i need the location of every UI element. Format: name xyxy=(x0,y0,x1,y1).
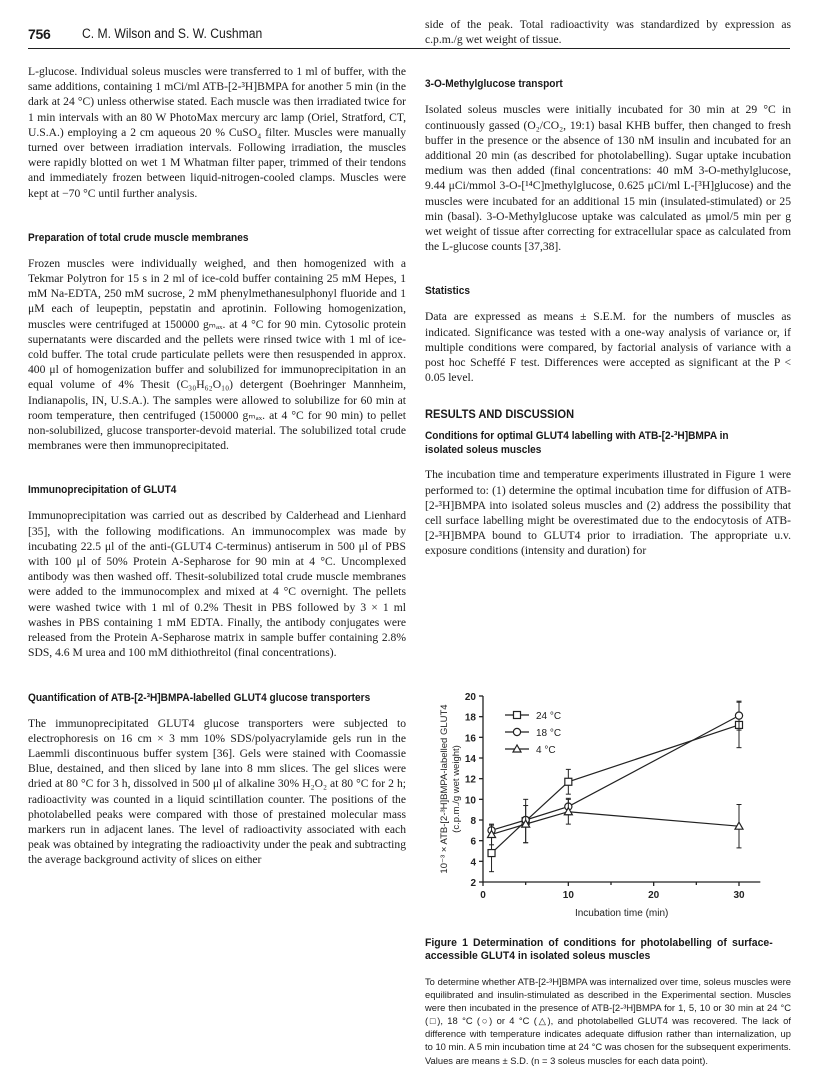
paragraph: side of the peak. Total radioactivity was standardized by expression as c.p.m./g wet weight of tissue. xyxy=(425,18,791,47)
x-axis-label: Incubation time (min) xyxy=(574,908,669,919)
major-heading: RESULTS AND DISCUSSION xyxy=(425,407,575,422)
paragraph: Isolated soleus muscles were initially incubated for 30 min at 29 °C in continuously gassed (O₂/CO₂, 19:1) basal KHB buffer, then changed to fresh buffer in the presence or the absence of 130 nM insulin and incubated for an additional 20 min (as described for photolabelling). Sugar uptake incubation medium was then added (final concentrations: 40 mM 3-O-methylglucose, 9.44 μCi/mmol 3-O-[¹⁴C]methylglucose, 0.625 μCi/ml L-[³H]glucose) and the muscles were incubated for an additional 15 min (insulated-stimulated) or 25 min (basal). 3-O-Methylglucose uptake was calculated as μmol/5 min per g wet weight of tissue after correcting for extracellular space as calculated from the L-glucose counts [37,38]. xyxy=(425,103,791,254)
y-tick-label: 10 xyxy=(464,795,476,807)
legend-label: 18 °C xyxy=(536,728,562,739)
figure-title: Figure 1 Determination of conditions for photolabelling of surface-accessible GLUT4 in isolated soleus muscles xyxy=(425,937,773,962)
legend-label: 4 °C xyxy=(536,745,556,756)
page-number: 756 xyxy=(28,26,51,42)
section-heading: Immunoprecipitation of GLUT4 xyxy=(28,484,177,497)
paragraph: The immunoprecipitated GLUT4 glucose transporters were subjected to electrophoresis on 16 cm × 3 mm 10% SDS/polyacrylamide gels run in the Laemmli discontinuous buffer system [36]. Gels were stained with Coomassie Blue, destained, and then sliced by lane into 8 mm slices. The gel slices were dried at 80 °C for 3 h, dissolved in 500 μl of alkaline 30% H₂O₂ at 80 °C for 2 h; radioactivity was counted in a liquid scintillation counter. The positions of the photolabelled peaks were compared with those of prestained molecular mass markers run in adjacent lanes. The level of radioactivity associated with each peak was obtained by integrating the radioactivity under the peak and subtracting the average background activity of slices on either xyxy=(28,716,406,867)
square-marker xyxy=(488,850,495,857)
paragraph: Data are expressed as means ± S.E.M. for the numbers of muscles as indicated. Significance was tested with a one-way analysis of variance or, if multiple conditions were compared, by factorial analysis of variance with a post hoc Scheffé F test. Differences were accepted as significant at the P < 0.05 level. xyxy=(425,310,791,385)
y-tick-label: 6 xyxy=(470,836,476,848)
y-tick-label: 18 xyxy=(464,712,476,724)
series-line-1 xyxy=(492,716,739,831)
circle-marker xyxy=(735,712,742,719)
section-heading: Preparation of total crude muscle membranes xyxy=(28,231,249,244)
right-column xyxy=(425,17,791,559)
y-tick-label: 4 xyxy=(470,857,476,869)
subsection-heading: Conditions for optimal GLUT4 labelling with ATB-[2-³H]BMPA in isolated soleus muscles xyxy=(425,430,729,457)
figure-1-chart xyxy=(420,660,800,930)
x-tick-label: 20 xyxy=(648,890,660,901)
section-heading: Quantification of ATB-[2-³H]BMPA-labelled GLUT4 glucose transporters xyxy=(28,691,371,704)
running-header-authors: C. M. Wilson and S. W. Cushman xyxy=(82,26,263,41)
series-line-0 xyxy=(492,725,739,853)
paragraph: The incubation time and temperature experiments illustrated in Figure 1 were performed to: (1) determine the optimal incubation time for diffusion of ATB-[2-³H]BMPA into isolated soleus muscles and (2) address the possibility that cell surface labelling might be overestimated due to the endocytosis of ATB-[2-³H]BMPA bound to GLUT4 prior to irradiation. The appropriate u.v. exposure conditions (intensity and duration) for xyxy=(425,468,791,558)
paragraph: Immunoprecipitation was carried out as described by Calderhead and Lienhard [35], with the following modifications. An immunocomplex was made by incubating 22.5 μl of the anti-(GLUT4 C-terminus) antiserum in 500 μl of PBS with 100 μl of 50% Protein A-Sepharose for 90 min at 4 °C. Uncomplexed antibody was then washed off. Thesit-solubilized total crude muscle membranes were added to the immunocomplex and mixed at 4 °C overnight. The pellets were washed twice with 1 ml of 0.2% Thesit in PBS followed by 3 × 1 ml washes in PBS containing 1 mM EDTA. Finally, the antibody conjugates were released from the Protein A-Sepharose matrix in sample buffer containing 2.8% SDS, 4.6 M urea and 100 mM dithiothreitol (final concentrations). xyxy=(28,509,406,660)
y-tick-label: 8 xyxy=(470,816,476,827)
figure-caption: To determine whether ATB-[2-³H]BMPA was internalized over time, soleus muscles were equilibrated and insulin-stimulated as described in the Experimental section. Muscles were then incubated in the presence of ATB-[2-³H]BMPA for 1, 5, 10 or 30 min at 24 °C (□), 18 °C (○) or 4 °C (△), and photolabelled GLUT4 was recovered. The lack of difference with temperature indicates adequate diffusion rather than internalization, up to 10 min. A 5 min incubation time at 24 °C was chosen for the subsequent experiments. Values are means ± S.D. (n = 3 soleus muscles for each data point). xyxy=(425,976,791,1066)
y-tick-label: 12 xyxy=(464,774,476,786)
section-heading: Statistics xyxy=(425,285,471,298)
y-tick-label: 14 xyxy=(464,754,476,765)
y-tick-label: 2 xyxy=(470,878,476,889)
y-tick-label: 16 xyxy=(464,733,476,745)
x-tick-label: 30 xyxy=(733,890,745,901)
paragraph: L-glucose. Individual soleus muscles were transferred to 1 ml of buffer, with the same additions, containing 1 mCi/ml ATB-[2-³H]BMPA for another 5 min (in the dark at 24 °C) unless otherwise stated. Each muscle was then irradiated twice for 1 min intervals with an 80 W PhotoMax mercury arc lamp (Oriel, Stratford, CT, U.S.A.) employing a 2 cm aqueous 20 % CuSO₄ filter. Muscles were manually turned over between irradiation intervals. Following irradiation, the muscles were rapidly blotted on wet 1 M Whatman filter paper, trimmed of their tendons and immediately frozen between liquid-nitrogen-cooled clamps. Muscles were kept at −70 °C until further analysis. xyxy=(28,65,406,200)
square-marker xyxy=(565,778,572,785)
left-column xyxy=(28,64,406,868)
y-tick-label: 20 xyxy=(464,692,476,703)
x-tick-label: 10 xyxy=(562,890,574,901)
legend-label: 24 °C xyxy=(536,711,562,722)
x-tick-label: 0 xyxy=(480,890,486,901)
section-heading: 3-O-Methylglucose transport xyxy=(425,78,563,91)
square-marker xyxy=(514,712,521,719)
series-line-2 xyxy=(492,812,739,835)
y-axis-label: 10⁻³ × ATB-[2-³H]BMPA-labelled GLUT4 xyxy=(439,704,450,874)
y-axis-label-units: (c.p.m./g wet weight) xyxy=(451,745,462,833)
paragraph: Frozen muscles were individually weighed, and then homogenized with a Tekmar Polytron for 15 s in 2 ml of ice-cold buffer containing 25 mM Hepes, 1 mM Na-EDTA, 250 mM sucrose, 2 mM phenylmethanesulphonyl fluoride and 1 μM each of leupeptin, pepstatin and aprotinin. Following homogenization, muscles were centrifuged at 150000 gₘₐₓ. at 4 °C for 90 min. Cytosolic protein supernatants were discarded and the pellets were rinsed twice with 1 ml of ice-cold buffer. The total crude particulate pellets were then resuspended in approx. 400 μl of homogenization buffer and solubilized for immunoprecipitation in an equal volume of 4% Thesit (C₃₀H₆₂O₁₀) detergent (Boehringer Mannheim, Indianapolis, IN, U.S.A.). The samples were allowed to solubilize for 60 min at room temperature, then centrifuged (150000 gₘₐₓ. at 4 °C for 90 min) to pellet non-solubilized, glucose transporter-devoid material. The solubilized total crude membranes were then immunoprecipitated. xyxy=(28,256,406,453)
circle-marker xyxy=(513,728,520,735)
